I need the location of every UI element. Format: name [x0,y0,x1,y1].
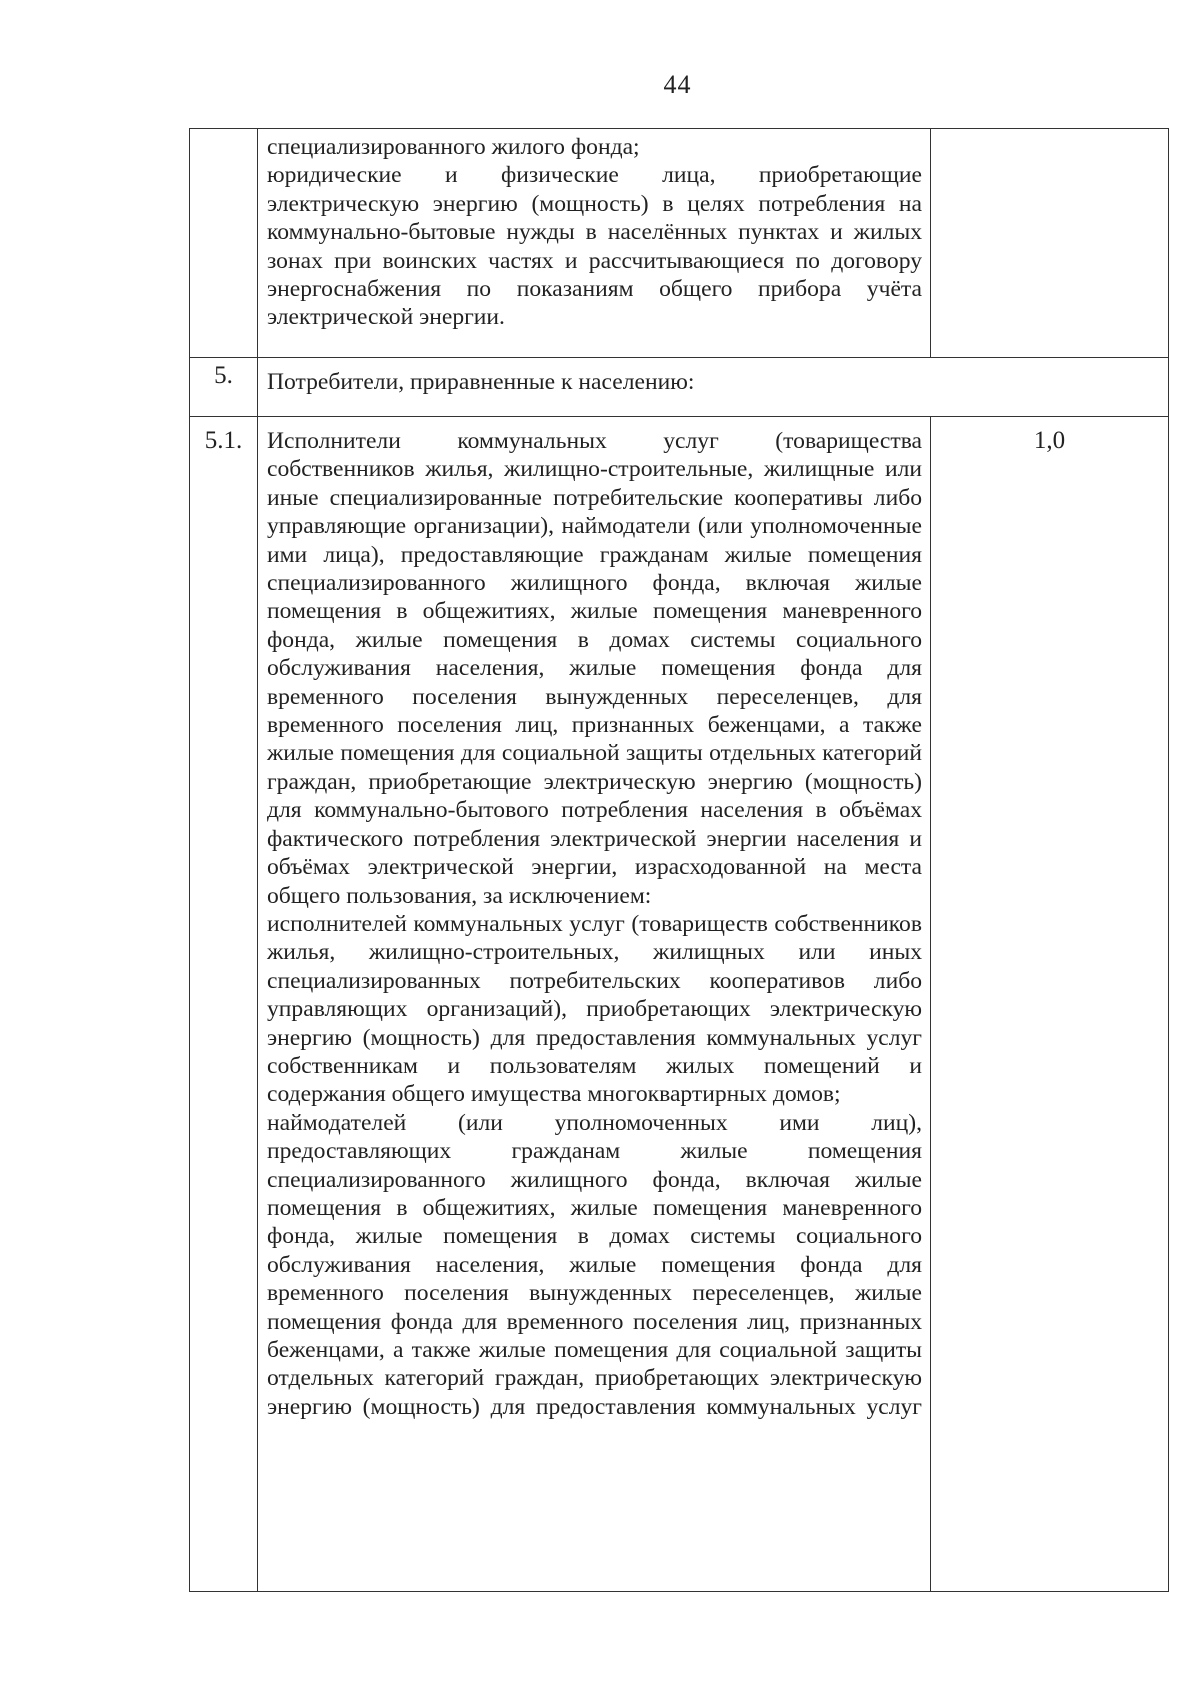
paragraph: Исполнители коммунальных услуг (товарищества собственников жилья, жилищно-строительные, жилищные или иные специализированные потребительские кооперативы либо управляющие организации), наймодатели (или уполномоченные ими лица), предоставляющие гражданам жилые помещения специализированного жилищного фонда, включая жилые помещения в общежитиях, жилые помещения маневренного фонда, жилые помещения в домах системы социального обслуживания населения, жилые помещения фонда для временного поселения вынужденных переселенцев, для временного поселения лиц, признанных беженцами, а также жилые помещения для социальной защиты отдельных категорий граждан, приобретающие электрическую энергию (мощность) для коммунально-бытового потребления населения в объёмах фактического потребления электрической энергии населения и объёмах электрической энергии, израсходованной на места общего пользования, за исключением: [267,428,922,909]
table-row [190,358,1169,417]
row-heading [258,358,1169,417]
tariff-table [189,128,1169,1592]
row-number: 5. [190,358,258,417]
row-coefficient: 1,0 [931,417,1169,1592]
page-number: 44 [663,70,692,99]
table-row [190,417,1169,1592]
row-number: 5.1. [190,417,258,1592]
paragraph: специализированного жилого фонда; [267,134,640,160]
row-description [258,417,931,1592]
row-number [190,129,258,358]
row-coefficient [931,129,1169,358]
paragraph: наймодателей (или уполномоченных ими лиц), предоставляющих гражданам жилые помещения специализированного жилищного фонда, включая жилые помещения в общежитиях, жилые помещения маневренного фонда, жилые помещения в домах системы социального обслуживания населения, жилые помещения фонда для временного поселения вынужденных переселенцев, жилые помещения фонда для временного поселения лиц, признанных беженцами, а также жилые помещения для социальной защиты отдельных категорий граждан, приобретающих электрическую энергию (мощность) для предоставления коммунальных услуг [267,1109,922,1420]
paragraph: юридические и физические лица, приобретающие электрическую энергию (мощность) в целях потребления на коммунально-бытовые нужды в населённых пунктах и жилых зонах при воинских частях и рассчитывающиеся по договору энергоснабжения по показаниям общего прибора учёта электрической энергии. [267,162,922,331]
row-description [258,129,931,358]
table-row [190,129,1169,358]
paragraph: Потребители, приравненные к населению: [267,369,695,395]
paragraph: исполнителей коммунальных услуг (товариществ собственников жилья, жилищно-строительных, жилищных или иных специализированных потребительских кооперативов либо управляющих организаций), приобретающих электрическую энергию (мощность) для предоставления коммунальных услуг собственникам и пользователям жилых помещений и содержания общего имущества многоквартирных домов; [267,910,922,1108]
